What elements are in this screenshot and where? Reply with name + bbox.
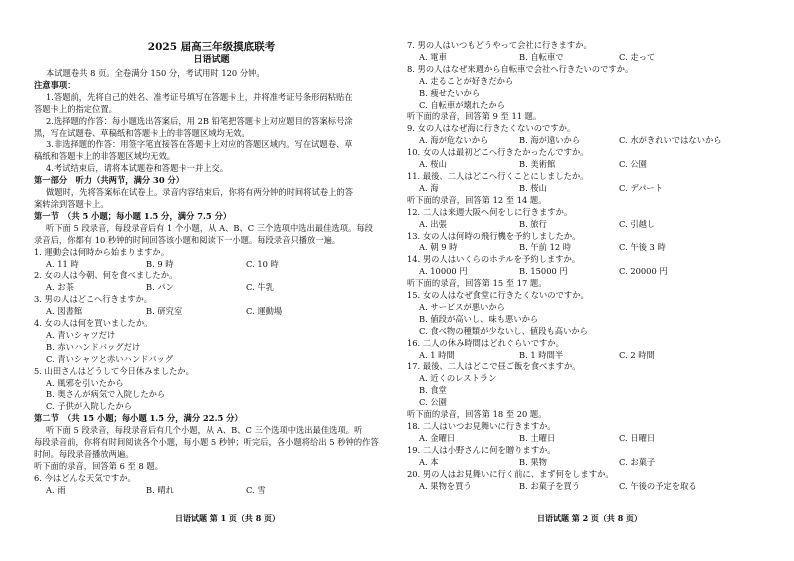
question-15: 15. 女の人はなぜ食堂に行きたくないのですか。 [407, 290, 589, 301]
option-b: B. 美術館 [519, 159, 556, 170]
option-b: B. 研究室 [146, 306, 183, 317]
option-a: A. 10000 円 [419, 266, 468, 277]
exam-intro: 本试题卷共 8 页。全卷满分 150 分，考试用时 120 分钟。 [46, 68, 265, 78]
option-a: A. 図書館 [46, 306, 83, 317]
option-c: C. 午後の予定を取る [619, 480, 697, 491]
notice-line: 4.考试结束后，请将本试题卷和答题卡一并上交。 [46, 163, 229, 174]
options-3 [34, 306, 389, 318]
option-c: C. 雪 [246, 484, 266, 495]
page-right [397, 0, 794, 561]
part1-heading: 第一部分 听力（共两节，满分 30 分） [34, 175, 185, 186]
listen-instruction: 听下面的录音，回答第 9 至 11 题。 [407, 111, 542, 122]
question-2: 2. 女の人は今朝、何を食べましたか。 [34, 270, 178, 281]
option-b: B. 1 時間半 [519, 349, 564, 360]
question-11: 11. 最後、二人はどこへ行くことにしましたか。 [407, 170, 589, 181]
options-11 [407, 183, 782, 195]
option-a: A. 海が危ないから [419, 135, 489, 146]
question-7: 7. 男の人はいつもどうやって会社に行きますか。 [407, 40, 592, 50]
page-footer: 日语试题 第 2 页（共 8 页） [537, 513, 643, 523]
section1-desc: 听下面 5 段录音，每段录音后有 1 个小题，从 A、B、C 三个选项中选出最佳选项。每段 [46, 222, 373, 233]
option-b: B. パン [146, 282, 174, 293]
option-b: B. お菓子を買う [519, 480, 581, 491]
question-12: 12. 二人は来週大阪へ何をしに行きますか。 [407, 206, 573, 217]
option-c: C. 運動場 [246, 306, 283, 317]
option-b: B. 海が遠いから [519, 135, 581, 146]
options-1 [34, 259, 389, 271]
option-b: B. 奥さんが病気で入院したから [46, 389, 166, 400]
question-8: 8. 男の人はなぜ来週から自転車で会社へ行きたいのですか。 [407, 63, 634, 74]
option-c: C. 水がきれいではないから [619, 135, 722, 146]
section2-desc: 时间。每段录音播放两遍。 [34, 449, 134, 459]
notice-line: 黑，写在试题卷、草稿纸和答题卡上的非答题区域均无效。 [34, 127, 250, 138]
question-20: 20. 男の人はお見舞いに行く前に、まず何をしますか。 [407, 468, 614, 479]
option-c: C. 自転車が壊れたから [419, 99, 505, 110]
option-c: C. 食べ物の種類が少ないし、値段も高いから [419, 325, 588, 336]
notice-heading: 注意事项： [34, 79, 76, 90]
section1-desc: 录音后，你都有 10 秒钟的时间回答该小题和阅读下一小题。每段录音只播放一遍。 [34, 234, 341, 245]
options-9 [407, 135, 782, 147]
options-20 [407, 481, 782, 493]
option-a: A. お茶 [46, 282, 74, 293]
option-b: B. 土曜日 [519, 432, 556, 443]
options-18 [407, 433, 782, 445]
options-2 [34, 282, 389, 294]
right-column [407, 40, 782, 492]
option-c: C. 日曜日 [619, 432, 656, 443]
question-13: 13. 女の人は何時の飛行機を予約しましたか。 [407, 230, 581, 241]
option-b: B. 赤いハンドバッグだけ [46, 341, 141, 352]
options-19 [407, 457, 782, 469]
option-a: A. 金曜日 [419, 432, 456, 443]
option-b: B. 痩せたいから [419, 87, 481, 98]
question-3: 3. 男の人はどこへ行きますか。 [34, 294, 153, 305]
option-a: A. 果物を買う [419, 480, 472, 491]
listen-instruction: 听下面的录音，回答第 6 至 8 题。 [34, 460, 163, 471]
option-c: C. 10 時 [246, 258, 279, 269]
part1-desc: 案转涂到答题卡上。 [34, 198, 109, 209]
options-10 [407, 159, 782, 171]
question-18: 18. 二人はいつお見舞いに行きますか。 [407, 421, 556, 431]
part1-desc: 做题时，先将答案标在试卷上。录音内容结束后，你将有两分钟的时间将试卷上的答 [46, 187, 353, 198]
notice-line: 答题卡上的指定位置。 [34, 103, 117, 114]
question-1: 1. 運動会は何時から始まりますか。 [34, 246, 170, 257]
question-10: 10. 女の人は最初どこへ行きたかったんですか。 [407, 147, 589, 158]
listen-instruction: 听下面的录音，回答第 15 至 17 题。 [407, 278, 547, 289]
option-b: B. 午前 12 時 [519, 242, 572, 253]
question-14: 14. 男の人はいくらのホテルを予約しますか。 [407, 254, 581, 265]
page-footer: 日语试题 第 1 页（共 8 页） [175, 513, 281, 523]
option-c: C. 2 時間 [619, 349, 655, 360]
option-c: C. 午後 3 時 [619, 242, 666, 253]
option-a: A. 桜山 [419, 159, 447, 170]
left-column [34, 40, 389, 497]
question-16: 16. 二人の休み時間はどれぐらいですか。 [407, 337, 564, 348]
exam-title: 2025 届高三年级摸底联考 [147, 41, 276, 53]
option-a: A. 走ることが好きだから [419, 75, 514, 86]
question-19: 19. 二人は小野さんに何を贈りますか。 [407, 444, 556, 455]
section2-desc: 每段录音前，你将有时间阅读各个小题，每小题 5 秒钟；听完后，各小题将给出 5 秒钟的作答 [34, 437, 379, 448]
question-5: 5. 山田さんはどうして今日休みましたか。 [34, 365, 194, 376]
options-13 [407, 242, 782, 254]
option-a: A. 雨 [46, 484, 66, 495]
option-b: B. 晴れ [146, 484, 174, 495]
options-14 [407, 266, 782, 278]
option-a: A. 本 [419, 456, 439, 467]
question-9: 9. 女の人はなぜ海に行きたくないのですか。 [407, 123, 576, 134]
option-b: B. 自転車で [519, 51, 564, 62]
option-b: B. 値段が高いし、味も悪いから [419, 313, 539, 324]
option-c: C. 牛乳 [246, 282, 274, 293]
option-c: C. デパート [619, 182, 664, 193]
option-a: A. 1 時間 [419, 349, 455, 360]
options-16 [407, 350, 782, 362]
options-6 [34, 485, 389, 497]
option-c: C. 20000 円 [619, 266, 668, 277]
section2-desc: 听下面 5 段录音，每段录音后有几个小题，从 A、B、C 三个选项中选出最佳选项。听 [46, 425, 363, 436]
option-a: A. 近くのレストラン [419, 373, 497, 384]
option-a: A. 朝 9 時 [419, 242, 458, 253]
option-a: A. 電車 [419, 51, 447, 62]
option-c: C. 公園 [419, 397, 447, 408]
options-7 [407, 52, 782, 64]
option-c: C. 引越し [619, 218, 656, 229]
option-c: C. 青いシャツと赤いハンドバッグ [46, 353, 174, 364]
section1-heading: 第一节 （共 5 小题；每小题 1.5 分，满分 7.5 分） [34, 210, 232, 221]
option-c: C. 子供が入院したから [46, 401, 132, 412]
option-a: A. サービスが悪いから [419, 301, 505, 312]
option-c: C. 走って [619, 51, 656, 62]
option-b: B. 旅行 [519, 218, 547, 229]
notice-line: 稿纸和答题卡上的非答题区域均无效。 [34, 151, 176, 162]
option-a: A. 出張 [419, 218, 447, 229]
option-c: C. お菓子 [619, 456, 656, 467]
question-6: 6. 今はどんな天気ですか。 [34, 472, 136, 483]
option-a: A. 風邪を引いたから [46, 377, 124, 388]
option-b: B. 食堂 [419, 385, 447, 396]
options-12 [407, 219, 782, 231]
section2-heading: 第二节 （共 15 小题；每小题 1.5 分，满分 22.5 分） [34, 413, 243, 424]
exam-subtitle: 日语试题 [193, 55, 230, 65]
option-a: A. 海 [419, 182, 439, 193]
listen-instruction: 听下面的录音，回答第 18 至 20 题。 [407, 409, 547, 420]
option-c: C. 公園 [619, 159, 647, 170]
question-4: 4. 女の人は何を買いましたか。 [34, 318, 153, 329]
option-b: B. 9 時 [146, 258, 174, 269]
notice-line: 3.非选择题的作答：用签字笔直接答在答题卡上对应的答题区域内。写在试题卷、草 [46, 139, 353, 150]
option-b: B. 15000 円 [519, 266, 568, 277]
notice-line: 1.答题前，先将自己的姓名、准考证号填写在答题卡上，并将准考证号条形码粘贴在 [46, 91, 353, 102]
option-b: B. 果物 [519, 456, 547, 467]
listen-instruction: 听下面的录音，回答第 12 至 14 题。 [407, 194, 547, 205]
option-a: A. 青いシャツだけ [46, 329, 116, 340]
notice-line: 2.选择题的作答：每小题选出答案后，用 2B 铅笔把答题卡上对应题目的答案标号涂 [46, 115, 353, 126]
option-a: A. 11 時 [46, 258, 79, 269]
option-b: B. 桜山 [519, 182, 547, 193]
question-17: 17. 最後、二人はどこで昼ご飯を食べますか。 [407, 361, 581, 372]
